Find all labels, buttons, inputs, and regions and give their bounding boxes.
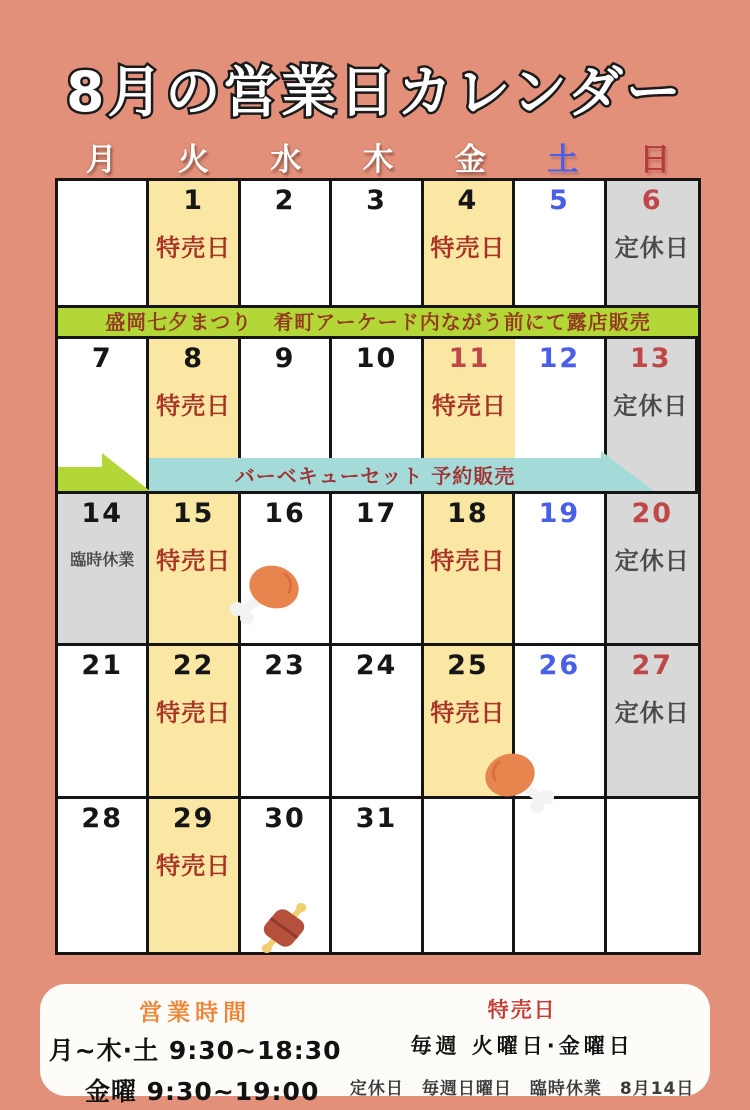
weekday-tue: 火	[177, 142, 209, 178]
day-number: 22	[172, 650, 215, 681]
sale-title: 特売日	[487, 998, 557, 1022]
sale-info-section	[342, 994, 702, 1099]
sale-label: 特売日	[156, 547, 232, 575]
day-number: 11	[448, 343, 491, 374]
day-number: 8	[183, 343, 205, 374]
day-number: 1	[183, 185, 205, 216]
weekday-mon: 月	[85, 142, 117, 178]
drumstick-icon	[478, 748, 562, 814]
calendar-week-2	[58, 339, 698, 494]
calendar-week-3	[58, 494, 698, 646]
calendar-cell-4	[424, 181, 515, 305]
calendar-cell-28	[58, 799, 149, 952]
weekday-sat: 土	[547, 142, 579, 178]
weekday-sun: 日	[639, 142, 671, 178]
calendar-cell-27	[607, 646, 698, 796]
day-number: 16	[264, 498, 306, 529]
day-number: 27	[631, 650, 674, 681]
calendar-cell-23	[241, 646, 332, 796]
calendar-cell-18	[424, 494, 515, 643]
day-number: 7	[91, 343, 113, 374]
calendar-cell-24	[332, 646, 423, 796]
sale-label: 特売日	[156, 699, 232, 727]
weekday-header	[55, 134, 701, 179]
calendar-cell-2	[241, 181, 332, 305]
calendar-cell-17	[332, 494, 423, 643]
day-number: 30	[264, 803, 306, 834]
bbq-arrow-banner	[149, 451, 654, 491]
hours-friday: 金曜 9:30~19:00	[84, 1077, 320, 1106]
day-number: 29	[172, 803, 215, 834]
closed-label: 定休日	[613, 392, 689, 420]
business-hours-section	[48, 994, 342, 1106]
day-number: 25	[447, 650, 489, 681]
calendar-week-5	[58, 799, 698, 952]
bbq-banner-text: バーベキューセット 予約販売	[234, 464, 516, 488]
day-number: 19	[538, 498, 581, 529]
day-number: 20	[631, 498, 674, 529]
calendar-cell-20	[607, 494, 698, 643]
hours-title: 営業時間	[139, 1000, 252, 1026]
weekday-wed: 水	[270, 142, 302, 178]
day-number: 5	[548, 185, 570, 216]
calendar-cell-5	[515, 181, 606, 305]
green-arrow	[58, 451, 150, 491]
calendar-cell-14	[58, 494, 149, 643]
calendar-cell-empty	[424, 799, 515, 952]
poster-title: 8月の営業日カレンダー	[66, 60, 684, 124]
day-number: 24	[355, 650, 398, 681]
closed-label: 定休日	[614, 699, 690, 727]
sale-label: 特売日	[156, 852, 232, 880]
calendar-cell-31	[332, 799, 423, 952]
temp-label: 臨時休業	[70, 550, 135, 569]
sale-label: 特売日	[430, 547, 506, 575]
sale-label: 特売日	[156, 392, 232, 420]
sale-days: 毎週 火曜日·金曜日	[410, 1034, 634, 1058]
sale-label: 特売日	[430, 234, 506, 262]
calendar-week-4	[58, 646, 698, 799]
closed-label: 定休日	[614, 234, 690, 262]
weekday-fri: 金	[454, 142, 486, 178]
calendar-cell-6	[607, 181, 698, 305]
calendar-week-1	[58, 181, 698, 308]
calendar-cell-empty	[607, 799, 698, 952]
day-number: 18	[447, 498, 489, 529]
day-number: 21	[81, 650, 123, 681]
calendar-cell-22	[149, 646, 240, 796]
day-number: 13	[629, 343, 672, 374]
day-number: 15	[172, 498, 215, 529]
sale-label: 特売日	[431, 392, 507, 420]
day-number: 9	[274, 343, 296, 374]
day-number: 14	[81, 498, 123, 529]
weekday-thu: 木	[362, 142, 394, 178]
calendar-grid	[55, 178, 701, 955]
calendar-cell-19	[515, 494, 606, 643]
day-number: 10	[355, 343, 398, 374]
sale-label: 特売日	[430, 699, 506, 727]
info-box	[40, 984, 710, 1106]
calendar-cell-empty	[515, 799, 606, 952]
day-number: 31	[355, 803, 398, 834]
day-number: 2	[274, 185, 296, 216]
closed-info: 定休日 毎週日曜日 臨時休業 8月14日	[349, 1079, 695, 1099]
day-number: 26	[538, 650, 581, 681]
tanabata-banner: 盛岡七夕まつり 肴町アーケード内ながう前にて露店販売	[58, 308, 698, 339]
hours-weekdays: 月~木·土 9:30~18:30	[48, 1036, 342, 1065]
calendar-cell-29	[149, 799, 240, 952]
sale-label: 特売日	[156, 234, 232, 262]
drumstick-icon	[222, 560, 306, 626]
closed-label: 定休日	[614, 547, 690, 575]
day-number: 17	[355, 498, 398, 529]
day-number: 6	[641, 185, 663, 216]
day-number: 12	[538, 343, 581, 374]
day-number: 28	[81, 803, 123, 834]
calendar-cell-empty	[58, 181, 149, 305]
calendar-cell-1	[149, 181, 240, 305]
meat-on-bone-icon	[252, 892, 316, 964]
day-number: 23	[264, 650, 306, 681]
day-number: 3	[366, 185, 387, 216]
day-number: 4	[457, 185, 479, 216]
calendar-cell-21	[58, 646, 149, 796]
calendar-cell-3	[332, 181, 423, 305]
